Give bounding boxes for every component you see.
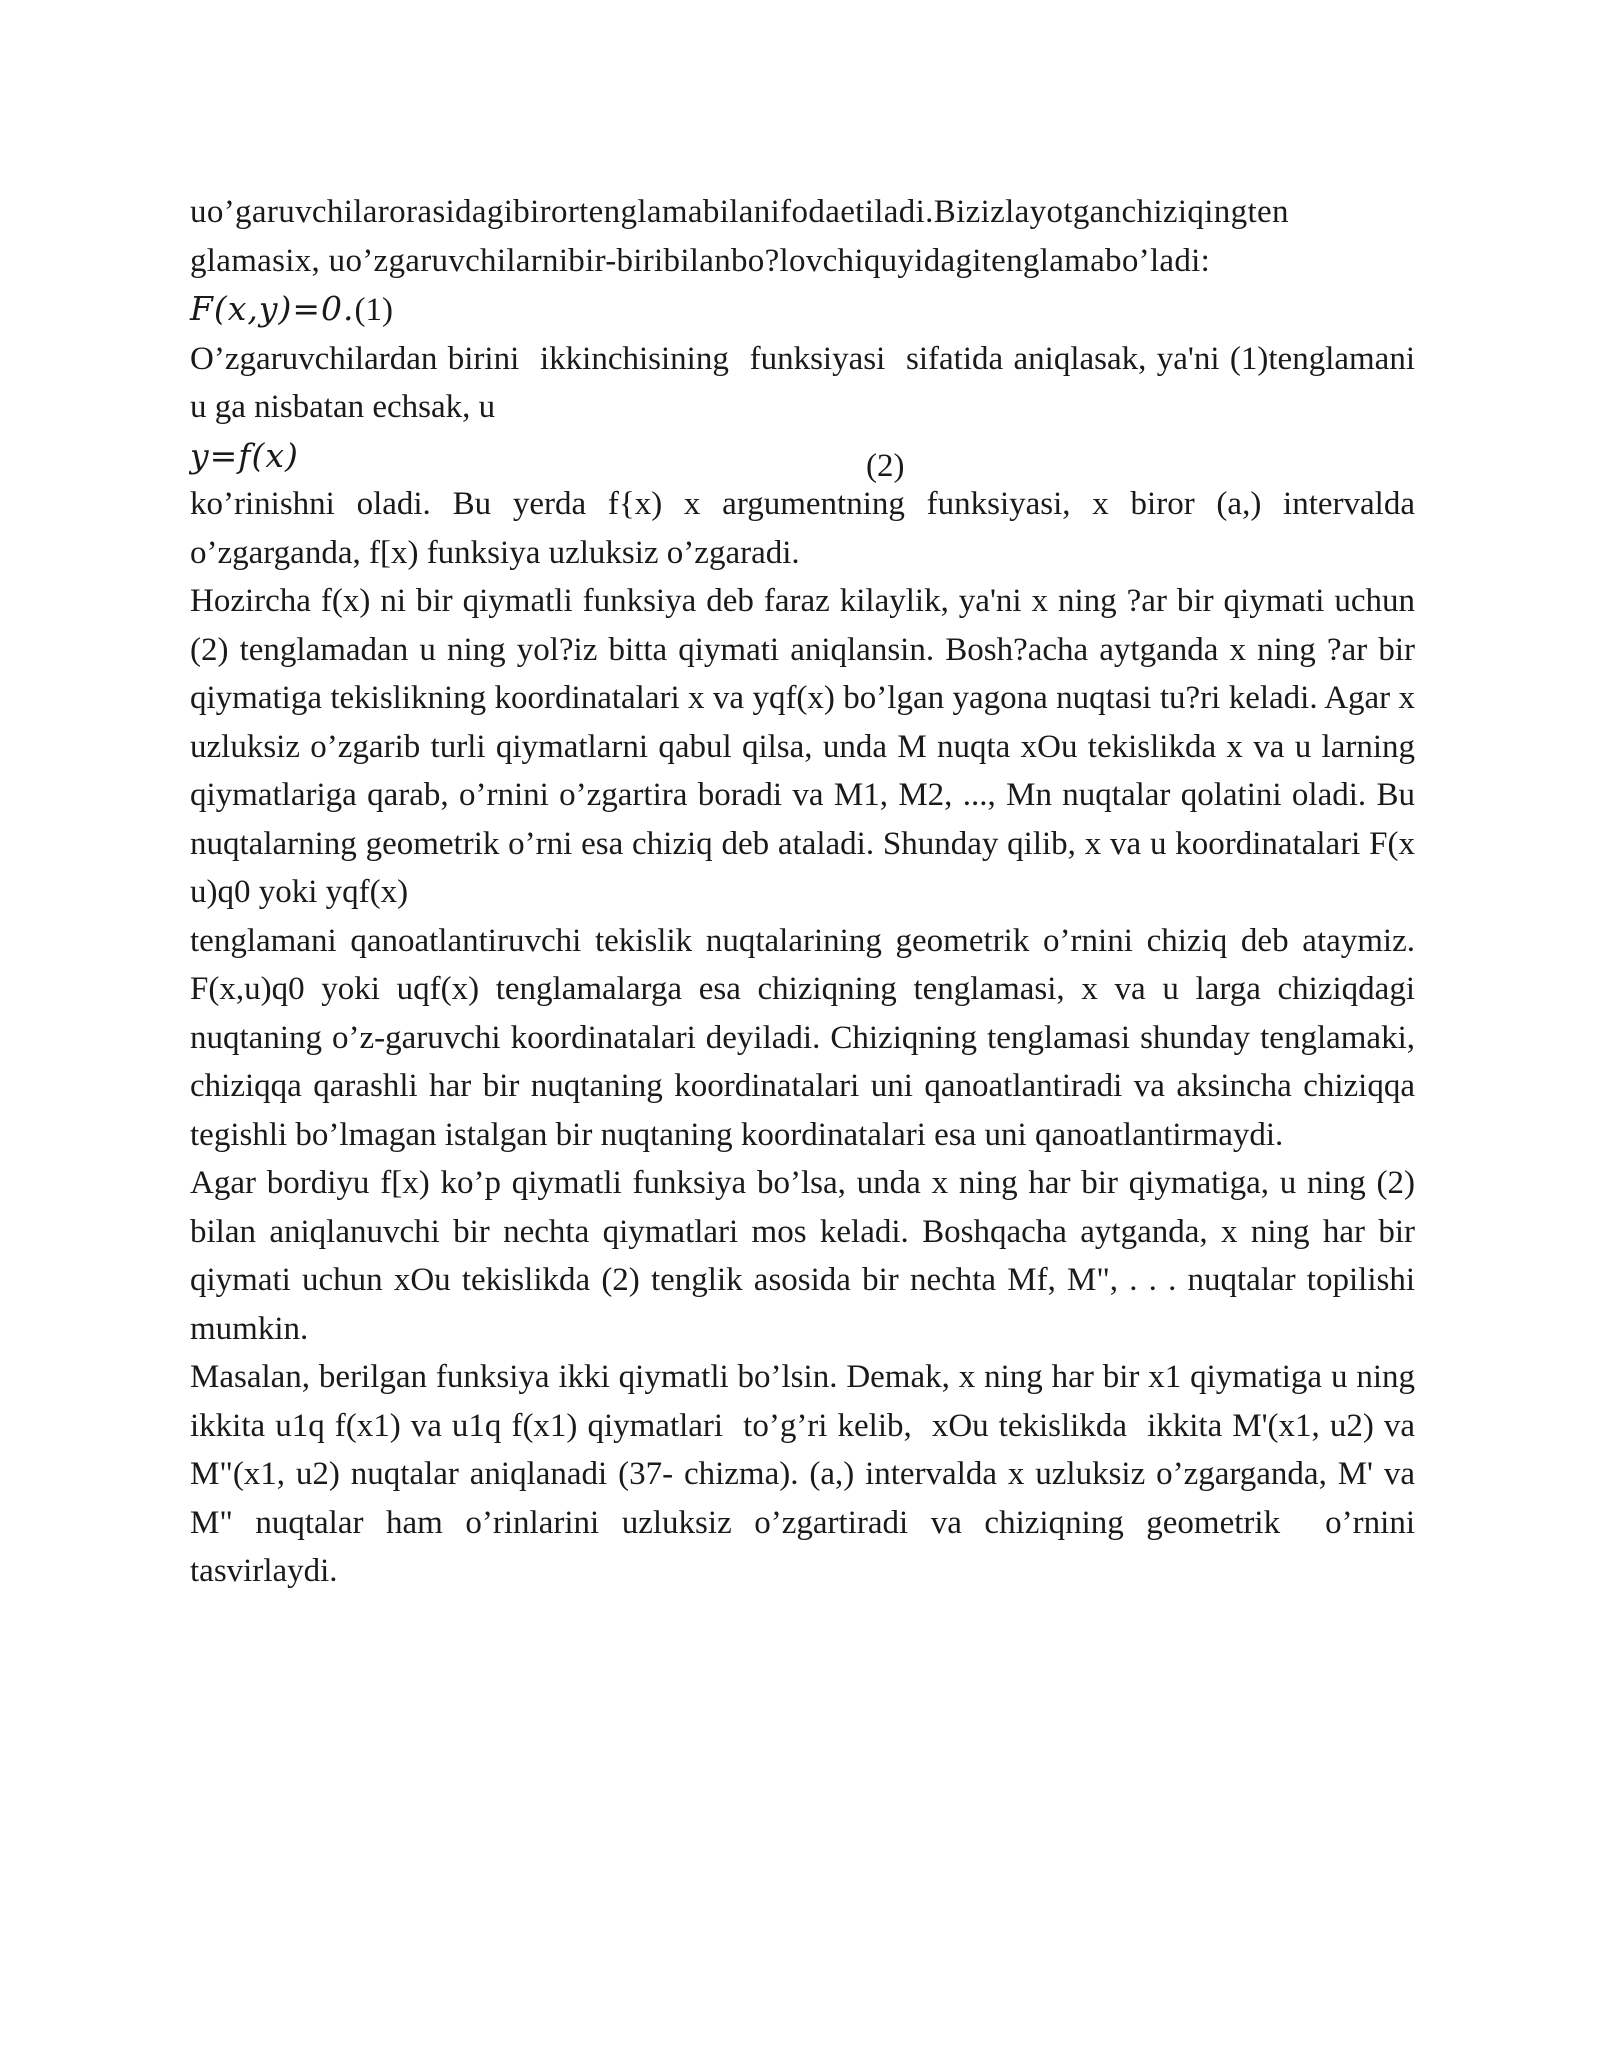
paragraph-5: Agar bordiyu f[x) ko’p qiymatli funksiya bo’lsa, unda x ning har bir qiymatiga, u ning (2) bilan aniqlanuvchi bir nechta qiymatlari mos keladi. Boshqacha aytganda, x ning har bir qiymati uchun xOu tekislikda (2) tenglik asosida bir nechta Mf, M", . . . nuqtalar topilishi mumkin. (190, 1165, 1415, 1347)
equation-2 (190, 432, 1415, 484)
paragraph-1: O’zgaruvchilardan birini ikkinchisining funksiyasi sifatida aniqlasak, ya'ni (1)tenglamani u ga nisbatan echsak, u (190, 340, 1424, 425)
paragraph-6: Masalan, berilgan funksiya ikki qiymatli bo’lsin. Demak, x ning har bir x1 qiymatiga u ning ikkita u1q f(x1) va u1q f(x1) qiymatlari to’g’ri kelib, xOu tekislikda ikkita M'(x1, u2) va M"(x1, u2) nuqtalar aniqlanadi (37- chizma). (a,) intervalda x uzluksiz o’zgarganda, M' va M" nuqtalar ham o’rinlarini uzluksiz o’zgartiradi va chiziqning geometrik o’rnini tasvirlaydi. (190, 1359, 1432, 1589)
paragraph-3: Hozircha f(x) ni bir qiymatli funksiya deb faraz kilaylik, ya'ni x ning ?ar bir qiymati uchun (2) tenglamadan u ning yol?iz bitta qiymati aniqlansin. Bosh?acha aytganda x ning ?ar bir qiymatiga tekislikning koordinatalari x va yqf(x) bo’lgan yagona nuqtasi tu?ri keladi. Agar x uzluksiz o’zgarib turli qiymatlarni qabul qilsa, unda M nuqta xOu tekislikda x va u larning qiymatlariga qarab, o’rnini o’zgartira boradi va M1, M2, ..., Mn nuqtalar qolatini oladi. Bu nuqtalarning geometrik o’rni esa chiziq deb ataladi. Shunday qilib, x va u koordinatalari F(x u)q0 yoki yqf(x) (190, 583, 1415, 910)
equation-1-formula: F(x,y)=0. (190, 289, 355, 328)
equation-2-formula: y=f(x) (190, 435, 299, 475)
equation-1-number: (1) (354, 292, 394, 328)
paragraph-2: ko’rinishni oladi. Bu yerda f{x) x argumentning funksiyasi, x biror (a,) intervalda o’zgarganda, f[x) funksiya uzluksiz o’zgaradi. (190, 486, 1415, 571)
text-line-1: uo’garuvchilarorasidagibirortenglamabilanifodaetiladi.Bizizlayotganchiziqingten (190, 194, 1289, 230)
equation-2-number: (2) (866, 447, 905, 484)
equation-1 (190, 285, 1415, 335)
document-body (190, 188, 1432, 1596)
paragraph-4: tenglamani qanoatlantiruvchi tekislik nuqtalarining geometrik o’rnini chiziq deb ataymiz. F(x,u)q0 yoki uqf(x) tenglamalarga esa chiziqning tenglamasi, x va u larga chiziqdagi nuqtaning o’z-garuvchi koordinatalari deyiladi. Chiziqning tenglamasi shunday tenglamaki, chiziqqa qarashli har bir nuqtaning koordinatalari uni qanoatlantiradi va aksincha chiziqqa tegishli bo’lmagan istalgan bir nuqtaning koordinatalari esa uni qanoatlantirmaydi. (190, 922, 1415, 1153)
text-line-2: glamasix, uo’zgaruvchilarnibir-biribilanbo?lovchiquyidagitenglamabo’ladi: (190, 242, 1211, 279)
